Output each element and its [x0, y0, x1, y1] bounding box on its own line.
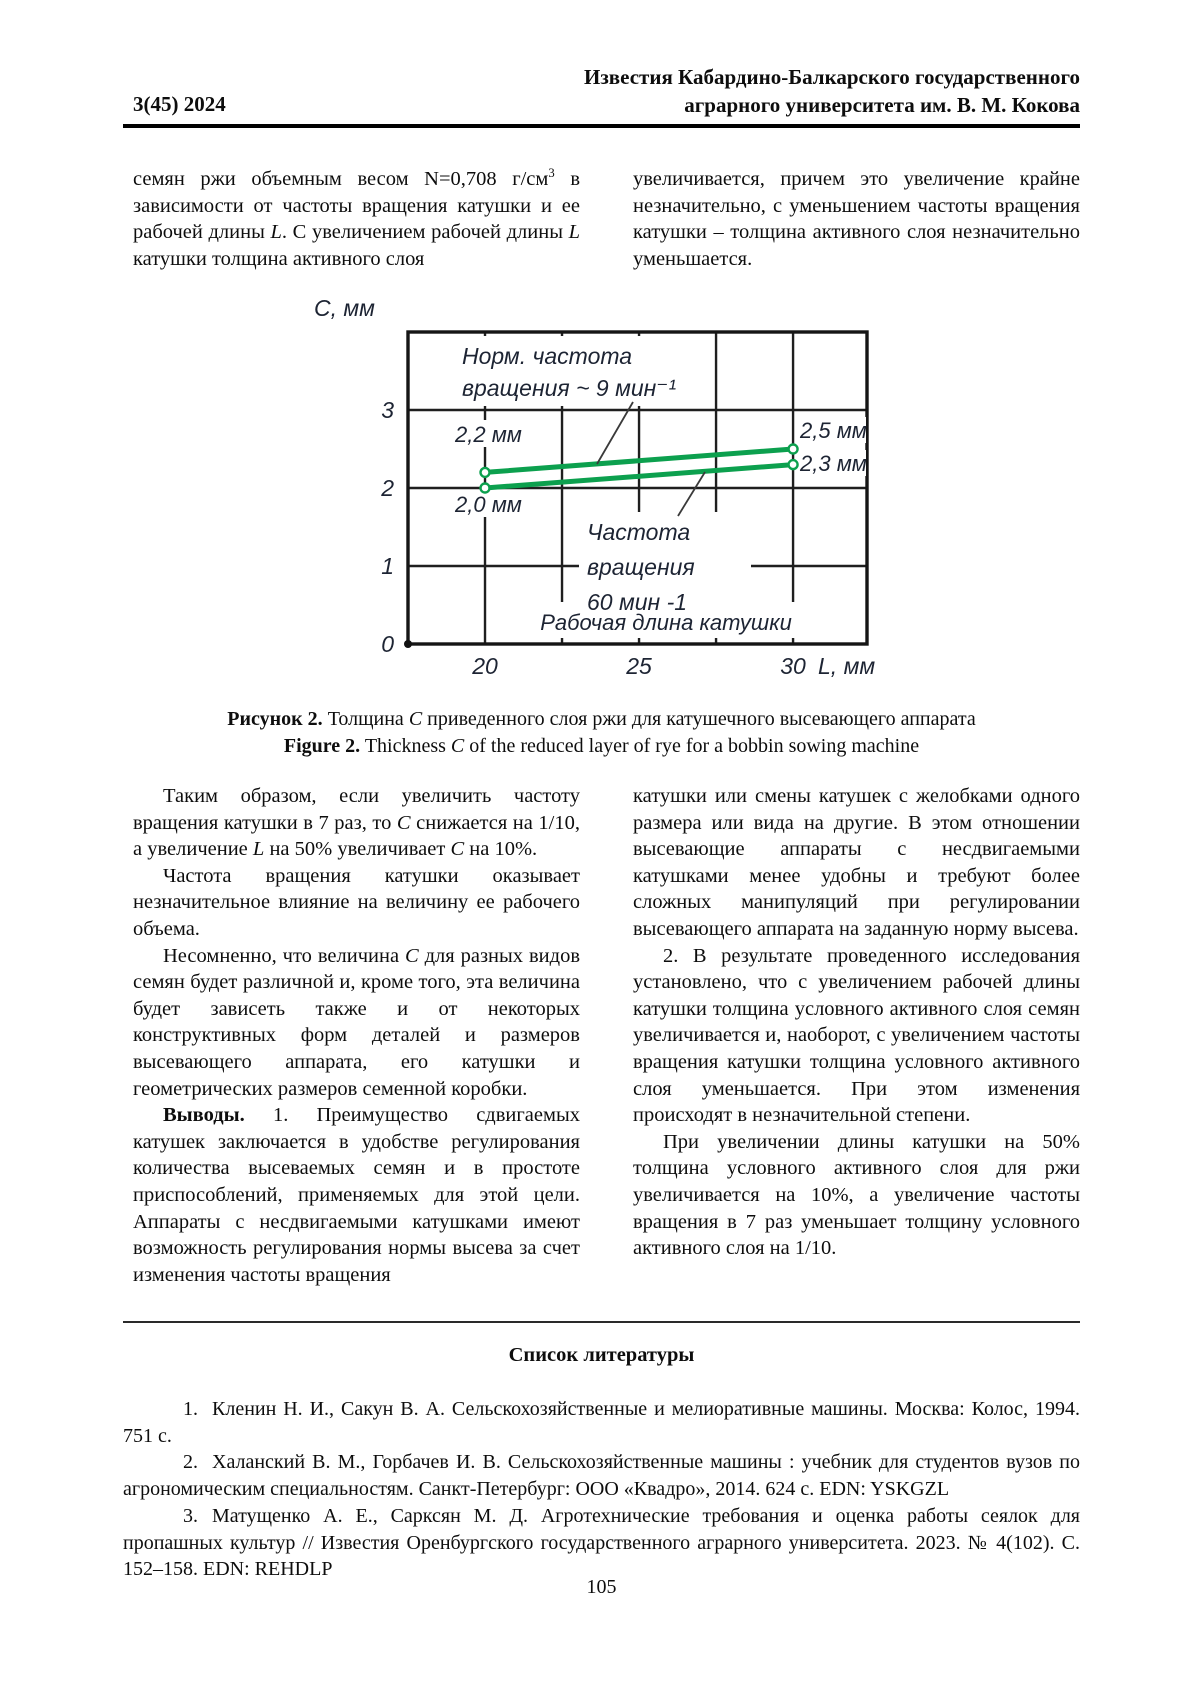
- chart-xtick-label: 30: [780, 653, 806, 679]
- chart-marker: [789, 460, 798, 469]
- paragraph: Несомненно, что величина С для разных видов семян будет различной и, кроме того, эта величина будет зависеть также и от некоторых конструктивных форм деталей и размеров высевающего аппарата, его катушки и геометрических размеров семенной коробки.: [133, 944, 580, 1100]
- chart-annotation-leader: [597, 402, 633, 464]
- header-rule: [123, 124, 1080, 128]
- chart-origin-dot: [404, 640, 412, 648]
- chart-point-label: 2,5 мм: [800, 418, 867, 443]
- chart-inner-xlabel: Рабочая длина катушки: [540, 610, 792, 635]
- section-divider: [123, 1321, 1080, 1323]
- page-number: 105: [586, 1576, 617, 1598]
- chart-ytick-label: 0: [381, 631, 394, 657]
- chart-point-label: 2,3 мм: [800, 451, 867, 476]
- paragraph: Выводы. 1. Преимущество сдвигаемых катушек заключается в удобстве регулирования количества высеваемых семян и в простоте приспособлений, применяемых для этой цели. Аппараты с несдвигаемыми катушками имеют возможность регулирования нормы высева за счет изменения частоты вращения: [133, 1104, 580, 1286]
- chart-xtick-label: 20: [472, 653, 498, 679]
- paragraph: Таким образом, если увеличить частоту вращения катушки в 7 раз, то С снижается на 1/10, а увеличение L на 50% увеличивает С на 10%.: [133, 785, 580, 861]
- chart-ytick-label: 3: [381, 397, 394, 423]
- paragraph: увеличивается, причем это увеличение крайне незначительно, с уменьшением частоты вращения катушки – толщина активного слоя незначительно уменьшается.: [633, 168, 1080, 270]
- journal-title-line1: Известия Кабардино-Балкарского государственного: [584, 65, 1080, 89]
- body-column-left: [133, 783, 580, 1288]
- chart-annotation: вращения: [587, 554, 695, 580]
- chart-xaxis-label: L, мм: [818, 653, 876, 679]
- figure-2: [300, 290, 880, 690]
- chart-annotation: 60 мин -1: [587, 589, 688, 615]
- journal-title: [123, 63, 1080, 119]
- chart-yaxis-label: C, мм: [314, 295, 375, 321]
- issue-number: 3(45) 2024: [133, 92, 226, 116]
- references-title: Список литературы: [508, 1344, 695, 1366]
- chart-marker: [481, 468, 490, 477]
- reference-number: 1.: [183, 1398, 198, 1420]
- chart-xtick-label: 25: [626, 653, 652, 679]
- chart-annotation: Частота: [587, 519, 691, 545]
- reference-text: Кленин Н. И., Сакун В. А. Сельскохозяйственные и мелиоративные машины. Москва: Колос, 1994. 751 с.: [123, 1398, 1080, 1447]
- figure-caption-ru: Рисунок 2. Толщина С приведенного слоя ржи для катушечного высевающего аппарата: [227, 708, 976, 730]
- chart-ytick-label: 1: [381, 553, 394, 579]
- figure-2-chart: [300, 290, 880, 690]
- paragraph: катушки или смены катушек с желобками одного размера или вида на другие. В этом отношении высевающие аппараты с несдвигаемыми катушками менее удобны и требуют более сложных манипуляций при регулировании высевающего аппарата на заданную норму высева.: [633, 785, 1080, 940]
- reference-text: Матущенко А. Е., Сарксян М. Д. Агротехнические требования и оценка работы сеялок для пропашных культур // Известия Оренбургского государственного аграрного университета. 2023. № 4(102). С. 152–158. EDN: REHDLP: [123, 1504, 1080, 1581]
- paragraph: семян ржи объемным весом N=0,708 $г/см^3$ в зависимости от частоты вращения катушки и ее рабочей длины L. С увеличением рабочей длины L катушки толщина активного слоя: [133, 166, 580, 270]
- journal-title-line2: аграрного университета им. В. М. Кокова: [684, 93, 1080, 117]
- reference-number: 2.: [183, 1451, 198, 1474]
- paragraph: Частота вращения катушки оказывает незначительное влияние на величину ее рабочего объема.: [133, 864, 580, 940]
- paragraph: 2. В результате проведенного исследования установлено, что с увеличением рабочей длины катушки толщина условного активного слоя семян увеличивается и, наоборот, с увеличением частоты вращения катушки толщина условного активного слоя уменьшается. При этом изменения происходят в незначительной степени.: [633, 944, 1080, 1127]
- intro-column-left: [133, 166, 580, 272]
- figure-caption-en: Figure 2. Thickness C of the reduced layer of rye for a bobbin sowing machine: [283, 735, 920, 757]
- chart-annotation: вращения ~ 9 мин⁻¹: [462, 375, 677, 401]
- reference-item: [123, 1503, 1080, 1583]
- references-list: [123, 1396, 1080, 1583]
- reference-text: Халанский В. М., Горбачев И. В. Сельскохозяйственные машины : учебник для студентов вузов по агрономическим специальностям. Санкт-Петербург: ООО «Квадро», 2014. 624 с. EDN: YSKGZL: [123, 1451, 1080, 1501]
- chart-annotation-leader: [678, 472, 705, 516]
- chart-annotation: Норм. частота: [462, 343, 633, 369]
- chart-marker: [789, 445, 798, 454]
- reference-number: 3.: [183, 1504, 198, 1527]
- figure-caption: [123, 706, 1080, 760]
- chart-ytick-label: 2: [381, 475, 394, 501]
- chart-point-label: 2,0 мм: [455, 492, 522, 517]
- paragraph: При увеличении длины катушки на 50% толщина условного активного слоя для ржи увеличивается на 10%, а увеличение частоты вращения в 7 раз уменьшает толщину условного активного слоя на 1/10.: [633, 1130, 1080, 1260]
- reference-item: [123, 1449, 1080, 1502]
- chart-point-label: 2,2 мм: [455, 422, 522, 447]
- intro-column-right: [633, 166, 1080, 272]
- body-column-right: [633, 783, 1080, 1262]
- reference-item: [123, 1396, 1080, 1449]
